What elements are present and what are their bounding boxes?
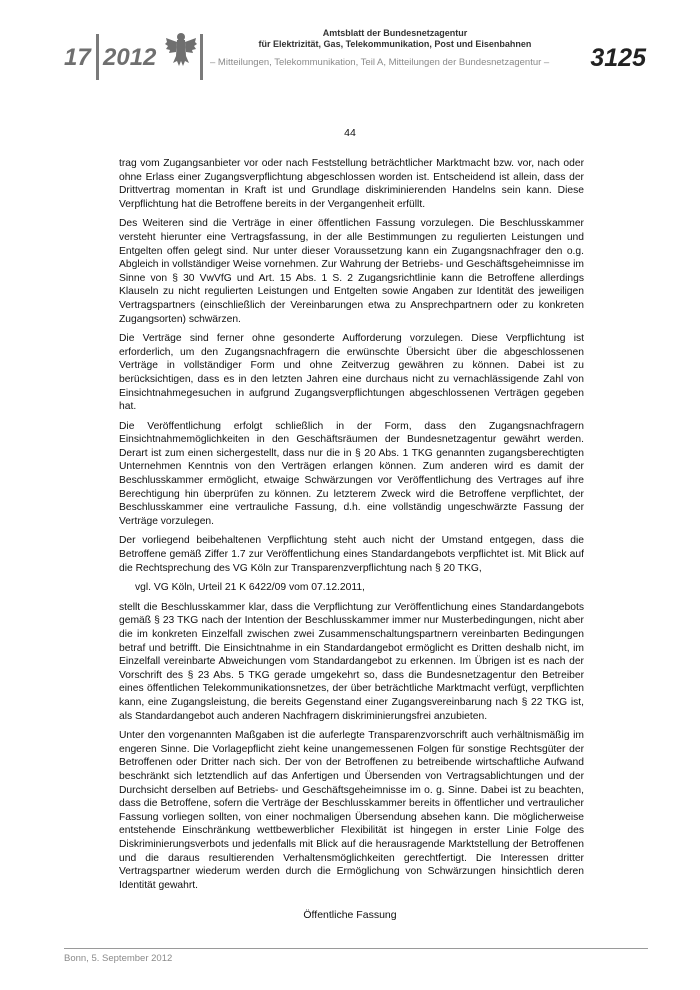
paragraph: Die Verträge sind ferner ohne gesonderte Aufforderung vorzulegen. Diese Verpflichtung ist erforderlich, um den Zugangsnachfragern die erwünschte Übersicht über die abgeschlossenen Verträge in vollständiger Form und ohne Zeitverzug gewähren zu können. Dabei ist zu berücksichtigen, dass es in den letzten Jahren eine durchaus nicht zu vernachlässigende Zahl von Einsichtnahmegesuchen in aufgrund Zugangsverpflichtungen abgeschlossenen Verträgen gegeben hat. bbox=[119, 333, 584, 413]
section-line: – Mitteilungen, Telekommunikation, Teil A, Mitteilungen der Bundesnetzagentur – bbox=[210, 57, 550, 68]
gazette-subtitle: für Elektrizität, Gas, Telekommunikation, Post und Eisenbahnen bbox=[258, 39, 532, 49]
paragraph: Unter den vorgenannten Maßgaben ist die auferlegte Transparenzvorschrift auch verhältnismäßig im engeren Sinne. Die Vorlagepflicht zieht keine unangemessenen Folgen für sonstige Rechtsgüter der Betroffenen oder Dritter nach sich. Der von der Betroffenen zu betreibende wirtschaftliche Aufwand beschränkt sich letztendlich auf das Anfertigen und Übersenden von Vertragsablichtungen und der Durchsicht derselben auf Betriebs- und Geschäftsgeheimnisse im o. g. Sinne. Dabei ist zu beachten, dass die Betroffene, sofern die Verträge der Beschlusskammer bereits in öffentlicher und vertraulicher Fassung vorliegen sollten, von einer nochmaligen Übersendung absehen kann. Die möglicherweise entstehende Einschränkung wettbewerblicher Flexibilität ist hingegen in erster Linie Folge des Diskriminierungsverbots und jedenfalls mit Blick auf die herausragende Marktstellung der Betroffenen und die daraus resultierenden Verhaltensmöglichkeiten gerechtfertigt. Die Interessen dritter Vertragspartner wiederum werden durch die Ermöglichung von Schwärzungen hinsichtlich deren Identität gewahrt. bbox=[119, 730, 584, 891]
document-page-marker: 44 bbox=[344, 127, 356, 139]
document-body bbox=[119, 157, 584, 898]
federal-eagle-icon bbox=[164, 30, 198, 70]
issue-number: 17 bbox=[64, 44, 91, 71]
gazette-title: Amtsblatt der Bundesnetzagentur bbox=[322, 28, 468, 38]
footer-divider bbox=[64, 948, 648, 949]
paragraph: Der vorliegend beibehaltenen Verpflichtung steht auch nicht der Umstand entgegen, dass die Betroffene gemäß Ziffer 1.7 zur Veröffentlichung eines Standardangebots verpflichtet ist. Mit Blick auf die Rechtsprechung des VG Köln zur Transparenzverpflichtung nach § 20 TKG, bbox=[119, 535, 584, 574]
court-citation: vgl. VG Köln, Urteil 21 K 6422/09 vom 07.12.2011, bbox=[135, 582, 365, 594]
gazette-page-number: 3125 bbox=[590, 44, 646, 72]
paragraph: Die Veröffentlichung erfolgt schließlich in der Form, dass den Zugangsnachfragern Einsichtnahmemöglichkeiten in den Geschäftsräumen der Bundesnetzagentur gewährt werden. Derart ist zum einen sichergestellt, dass nur die in § 20 Abs. 1 TKG genannten zugangsberechtigten Unternehmen Kenntnis von den Verträgen erlangen können. Zum anderen wird es damit der Beschlusskammer ermöglicht, etwaige Schwärzungen vor Veröffentlichung des Vertrages auf ihre Berechtigung hin überprüfen zu können. Zu letzterem Zweck wird die Betroffene verpflichtet, der Beschlusskammer eine vertrauliche Fassung, d.h. eine vollständig ungeschwärzte Fassung der Verträge vorzulegen. bbox=[119, 420, 584, 527]
paragraph: trag vom Zugangsanbieter vor oder nach Feststellung beträchtlicher Marktmacht bzw. vor, nach oder ohne Erlass einer Zugangsverpflichtung abgeschlossen worden ist. Entscheidend ist allein, dass der Drittvertrag momentan in Kraft ist und Grundlage diskriminierenden Handelns sein kann. Diese Verpflichtung hat die Betroffene bereits in der Vergangenheit erfüllt. bbox=[119, 158, 584, 210]
paragraph: Des Weiteren sind die Verträge in einer öffentlichen Fassung vorzulegen. Die Beschlusskammer versteht hierunter eine Vertragsfassung, in der alle Bestimmungen zu regulierten Leistungen und Entgelten offen gelegt sind. Nur unter dieser Voraussetzung kann ein Zugangsnachfrager den o.g. Abgleich in vollständiger Weise vornehmen. Zur Wahrung der Betriebs- und Geschäftsgeheimnisse im Sinne von § 30 VwVfG und Art. 15 Abs. 1 S. 2 Zugangsrichtlinie kann die Betroffene allerdings Klauseln zu nicht regulierten Leistungen und Entgelten sowie Angaben zur Identität des jeweiligen Vertragspartners (einschließlich der Vereinbarungen etwa zu Ansprechpartnern oder zu konkreten Zugangsorten) schwärzen. bbox=[119, 218, 584, 325]
header-divider bbox=[96, 34, 99, 80]
publication-date: Bonn, 5. September 2012 bbox=[64, 953, 173, 964]
issue-year: 2012 bbox=[103, 44, 157, 71]
paragraph: stellt die Beschlusskammer klar, dass die Verpflichtung zur Veröffentlichung eines Standardangebots gemäß § 23 TKG nach der Intention der Beschlusskammer immer nur Musterbedingungen, nicht aber die im konkreten Einzelfall zwischen zwei Zusammenschaltungspartnern vereinbarten Bedingungen betraf und betrifft. Die Einsichtnahme in ein Standardangebot ermöglicht es Dritten deshalb nicht, im Einzelfall vereinbarte Abweichungen vom Standardangebot zu erkennen. Im Übrigen ist es nach der Vorschrift des § 23 Abs. 5 TKG gerade umgekehrt so, dass die Bundesnetzagentur den Betreiber eines öffentlichen Telekommunikationsnetzes, der über beträchtliche Marktmacht verfügt, verpflichten kann, eine Zugangsleistung, die bereits Gegenstand einer Zugangsvereinbarung nach § 22 TKG ist, als Standardangebot auch anderen Nachfragern diskriminierungsfrei anzubieten. bbox=[119, 601, 584, 722]
header-divider-right bbox=[200, 34, 203, 80]
version-label: Öffentliche Fassung bbox=[303, 909, 397, 921]
